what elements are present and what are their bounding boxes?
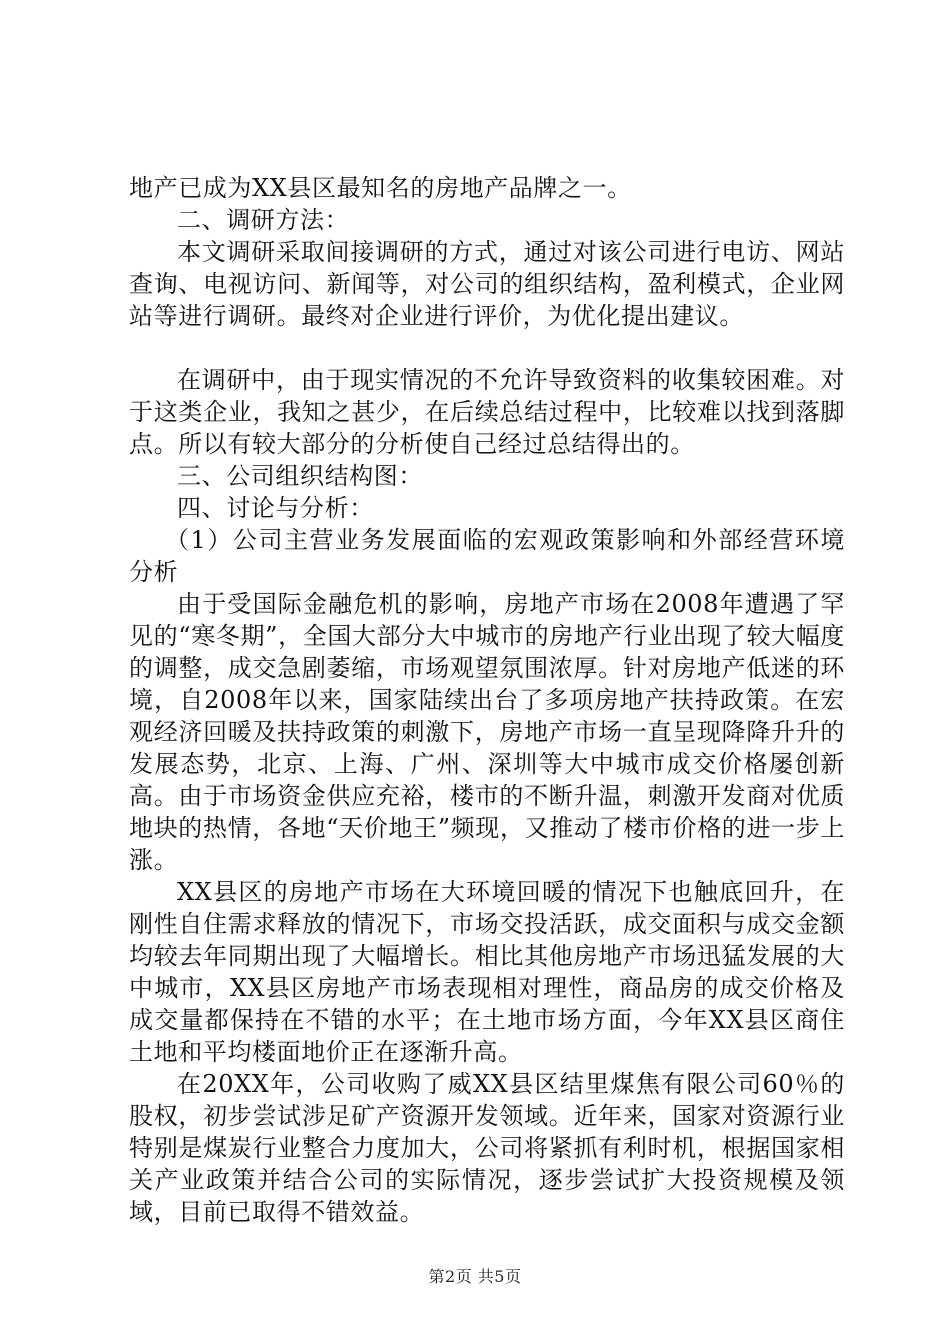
paragraph-research-approach: 本文调研采取间接调研的方式，通过对该公司进行电访、网站查询、电视访问、新闻等，对公司的组织结构，盈利模式，企业网站等进行调研。最终对企业进行评价，为优化提出建议。 [129, 238, 845, 330]
paragraph-local-market: XX县区的房地产市场在大环境回暖的情况下也触底回升，在刚性自住需求释放的情况下，市场交投活跃，成交面积与成交金额均较去年同期出现了大幅增长。相比其他房地产市场迅猛发展的大中城市，XX县区房地产市场表现相对理性，商品房的成交价格及成交量都保持在不错的水平；在土地市场方面，今年XX县区商住土地和平均楼面地价正在逐渐升高。 [129, 878, 845, 1066]
paragraph-research-difficulty: 在调研中，由于现实情况的不允许导致资料的收集较困难。对于这类企业，我知之甚少，在后续总结过程中，比较难以找到落脚点。所以有较大部分的分析使自己经过总结得出的。 [129, 366, 845, 458]
paragraph-continuation: 地产已成为XX县区最知名的房地产品牌之一。 [129, 174, 632, 202]
subsection-heading-macro-policy: （1）公司主营业务发展面临的宏观政策影响和外部经营环境分析 [129, 526, 845, 586]
document-body [129, 172, 845, 1228]
page-number-footer: 第2页 共5页 [428, 1267, 522, 1286]
paragraph-acquisition: 在20XX年，公司收购了威XX县区结里煤焦有限公司60％的股权，初步尝试涉足矿产资源开发领域。近年来，国家对资源行业特别是煤炭行业整合力度加大，公司将紧抓有利时机，根据国家相关产业政策并结合公司的实际情况，逐步尝试扩大投资规模及领域，目前已取得不错效益。 [129, 1070, 845, 1226]
section-heading-org-chart: 三、公司组织结构图： [177, 462, 423, 490]
section-heading-discussion: 四、讨论与分析： [177, 494, 374, 522]
paragraph-financial-crisis: 由于受国际金融危机的影响，房地产市场在2008年遭遇了罕见的“寒冬期”，全国大部分大中城市的房地产行业出现了较大幅度的调整，成交急剧萎缩，市场观望氛围浓厚。针对房地产低迷的环境，自2008年以来，国家陆续出台了多项房地产扶持政策。在宏观经济回暖及扶持政策的刺激下，房地产市场一直呈现降降升升的发展态势，北京、上海、广州、深圳等大中城市成交价格屡创新高。由于市场资金供应充裕，楼市的不断升温，刺激开发商对优质地块的热情，各地“天价地王”频现，又推动了楼市价格的进一步上涨。 [129, 590, 845, 874]
section-heading-research-method: 二、调研方法： [177, 206, 350, 234]
